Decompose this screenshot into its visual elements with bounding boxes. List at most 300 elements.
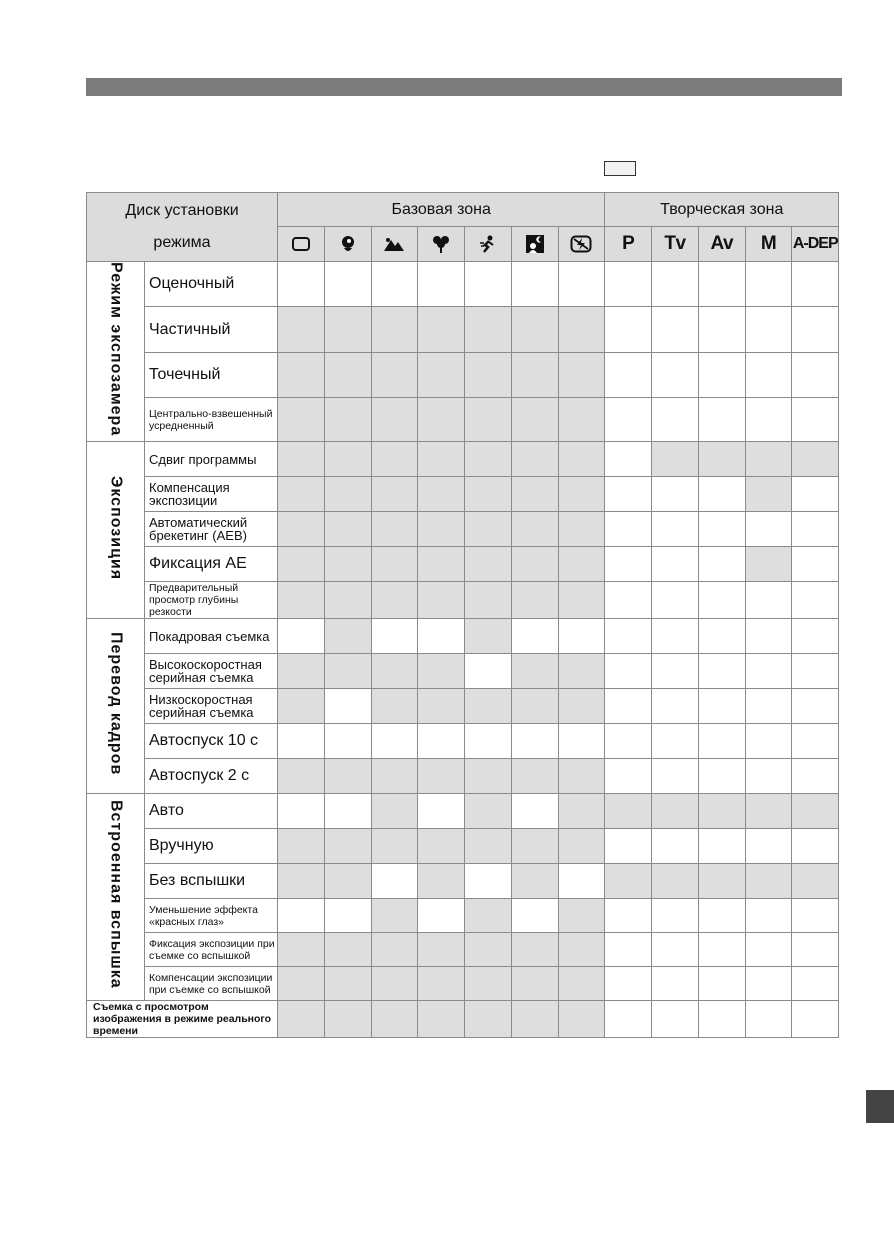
available-cell bbox=[698, 829, 745, 864]
shaded-cell bbox=[418, 864, 465, 899]
available-cell bbox=[792, 262, 839, 307]
group-label: Режим экспозамера bbox=[107, 262, 125, 437]
shaded-cell bbox=[278, 582, 325, 619]
available-cell bbox=[698, 654, 745, 689]
available-cell bbox=[371, 724, 418, 759]
shaded-cell bbox=[371, 829, 418, 864]
shaded-cell bbox=[558, 654, 605, 689]
row-label: Уменьшение эффекта «красных глаз» bbox=[149, 903, 258, 928]
row-label: Компенсация экспозиции bbox=[149, 480, 230, 509]
mode-dial-header-line1: Диск установки bbox=[125, 202, 239, 219]
available-cell bbox=[418, 899, 465, 933]
shaded-cell bbox=[418, 307, 465, 352]
available-cell bbox=[652, 262, 699, 307]
shaded-cell bbox=[371, 512, 418, 547]
available-cell bbox=[324, 794, 371, 829]
row-label: Частичный bbox=[149, 320, 231, 338]
row-label-cell bbox=[145, 262, 278, 307]
shaded-cell bbox=[511, 477, 558, 512]
shaded-cell bbox=[792, 442, 839, 477]
available-cell bbox=[652, 724, 699, 759]
table-row bbox=[87, 967, 839, 1001]
group-label: Перевод кадров bbox=[107, 632, 125, 776]
available-cell bbox=[605, 512, 652, 547]
creative-mode-label: A-DEP bbox=[792, 235, 838, 252]
available-cell bbox=[652, 689, 699, 724]
available-cell bbox=[698, 307, 745, 352]
row-label-cell bbox=[145, 829, 278, 864]
shaded-cell bbox=[465, 794, 512, 829]
shaded-cell bbox=[278, 442, 325, 477]
table-row bbox=[87, 547, 839, 582]
table-row bbox=[87, 899, 839, 933]
available-cell bbox=[652, 477, 699, 512]
shaded-cell bbox=[558, 512, 605, 547]
creative-zone-header: Творческая зона bbox=[605, 193, 839, 227]
available-cell bbox=[371, 619, 418, 654]
available-cell bbox=[745, 724, 792, 759]
shaded-cell bbox=[418, 759, 465, 794]
shaded-cell bbox=[558, 398, 605, 442]
available-cell bbox=[698, 477, 745, 512]
available-cell bbox=[605, 442, 652, 477]
basic-mode-header-2 bbox=[371, 227, 418, 262]
table-row bbox=[87, 512, 839, 547]
available-cell bbox=[792, 724, 839, 759]
available-cell bbox=[465, 262, 512, 307]
row-label-cell bbox=[145, 967, 278, 1001]
row-label-cell bbox=[145, 307, 278, 352]
available-cell bbox=[605, 619, 652, 654]
row-label-cell bbox=[145, 547, 278, 582]
shaded-cell bbox=[371, 759, 418, 794]
shaded-cell bbox=[278, 759, 325, 794]
available-cell bbox=[418, 724, 465, 759]
row-label-cell bbox=[145, 689, 278, 724]
creative-mode-header-1 bbox=[652, 227, 699, 262]
shaded-cell bbox=[558, 759, 605, 794]
table-row bbox=[87, 582, 839, 619]
shaded-cell bbox=[324, 967, 371, 1001]
available-cell bbox=[605, 477, 652, 512]
row-label: Автоматический брекетинг (AEB) bbox=[149, 515, 248, 544]
creative-mode-header-0 bbox=[605, 227, 652, 262]
table-row bbox=[87, 794, 839, 829]
creative-mode-label: Av bbox=[710, 233, 734, 254]
available-cell bbox=[698, 398, 745, 442]
group-label-cell bbox=[87, 619, 145, 794]
available-cell bbox=[698, 967, 745, 1001]
available-cell bbox=[652, 307, 699, 352]
shaded-cell bbox=[324, 512, 371, 547]
row-label: Точечный bbox=[149, 365, 221, 383]
shaded-cell bbox=[511, 442, 558, 477]
shaded-cell bbox=[745, 442, 792, 477]
shaded-cell bbox=[465, 899, 512, 933]
available-cell bbox=[745, 899, 792, 933]
row-label-cell bbox=[145, 654, 278, 689]
available-cell bbox=[605, 547, 652, 582]
available-cell bbox=[605, 654, 652, 689]
table-row bbox=[87, 442, 839, 477]
shaded-cell bbox=[418, 582, 465, 619]
shaded-cell bbox=[324, 933, 371, 967]
available-cell bbox=[652, 654, 699, 689]
row-label-cell bbox=[145, 933, 278, 967]
available-cell bbox=[418, 794, 465, 829]
shaded-cell bbox=[465, 352, 512, 397]
row-label: Покадровая съемка bbox=[149, 628, 270, 644]
basic-mode-header-1 bbox=[324, 227, 371, 262]
available-cell bbox=[745, 262, 792, 307]
available-cell bbox=[792, 933, 839, 967]
available-cell bbox=[652, 619, 699, 654]
shaded-cell bbox=[278, 689, 325, 724]
shaded-cell bbox=[418, 442, 465, 477]
full-auto-icon bbox=[291, 235, 311, 252]
shaded-cell bbox=[371, 442, 418, 477]
shaded-cell bbox=[745, 547, 792, 582]
shaded-cell bbox=[652, 442, 699, 477]
creative-mode-header-4 bbox=[792, 227, 839, 262]
available-cell bbox=[558, 619, 605, 654]
shaded-cell bbox=[605, 794, 652, 829]
available-cell bbox=[605, 933, 652, 967]
row-label-cell bbox=[145, 512, 278, 547]
section-header-bar bbox=[86, 78, 842, 96]
available-cell bbox=[792, 307, 839, 352]
row-label-cell bbox=[145, 352, 278, 397]
function-availability-table bbox=[86, 192, 839, 1038]
shaded-cell bbox=[371, 967, 418, 1001]
shaded-cell bbox=[511, 1001, 558, 1038]
row-label-cell bbox=[145, 864, 278, 899]
row-label: Автоспуск 10 с bbox=[149, 732, 259, 750]
shaded-cell bbox=[418, 829, 465, 864]
shaded-cell bbox=[511, 512, 558, 547]
available-cell bbox=[605, 582, 652, 619]
shaded-cell bbox=[371, 689, 418, 724]
shaded-cell bbox=[371, 352, 418, 397]
available-cell bbox=[465, 654, 512, 689]
table-row bbox=[87, 1001, 839, 1038]
available-cell bbox=[511, 899, 558, 933]
shaded-cell bbox=[558, 794, 605, 829]
shaded-cell bbox=[324, 398, 371, 442]
available-cell bbox=[792, 1001, 839, 1038]
shaded-cell bbox=[418, 352, 465, 397]
available-cell bbox=[558, 262, 605, 307]
available-cell bbox=[698, 547, 745, 582]
group-label: Экспозиция bbox=[107, 475, 125, 580]
available-cell bbox=[652, 967, 699, 1001]
group-label: Встроенная вспышка bbox=[107, 800, 125, 990]
shaded-cell bbox=[558, 442, 605, 477]
available-cell bbox=[605, 307, 652, 352]
shaded-cell bbox=[652, 794, 699, 829]
shaded-cell bbox=[558, 899, 605, 933]
shaded-cell bbox=[371, 307, 418, 352]
shaded-cell bbox=[418, 1001, 465, 1038]
basic-mode-header-0 bbox=[278, 227, 325, 262]
shaded-cell bbox=[371, 547, 418, 582]
available-cell bbox=[605, 967, 652, 1001]
shaded-cell bbox=[558, 307, 605, 352]
available-cell bbox=[278, 794, 325, 829]
available-cell bbox=[652, 933, 699, 967]
available-cell bbox=[605, 759, 652, 794]
shaded-cell bbox=[324, 547, 371, 582]
table-row bbox=[87, 864, 839, 899]
available-cell bbox=[418, 619, 465, 654]
shaded-cell bbox=[558, 1001, 605, 1038]
available-cell bbox=[605, 352, 652, 397]
shaded-cell bbox=[324, 477, 371, 512]
shaded-cell bbox=[465, 442, 512, 477]
shaded-cell bbox=[324, 654, 371, 689]
shaded-cell bbox=[558, 967, 605, 1001]
legend-box bbox=[604, 161, 636, 176]
shaded-cell bbox=[465, 689, 512, 724]
available-cell bbox=[745, 512, 792, 547]
shaded-cell bbox=[371, 1001, 418, 1038]
shaded-cell bbox=[511, 352, 558, 397]
table-row bbox=[87, 477, 839, 512]
available-cell bbox=[511, 724, 558, 759]
landscape-icon bbox=[383, 235, 405, 252]
table-row bbox=[87, 352, 839, 397]
mode-dial-header bbox=[87, 193, 278, 262]
row-label-cell bbox=[145, 619, 278, 654]
available-cell bbox=[605, 899, 652, 933]
available-cell bbox=[698, 933, 745, 967]
available-cell bbox=[745, 582, 792, 619]
shaded-cell bbox=[371, 899, 418, 933]
available-cell bbox=[698, 1001, 745, 1038]
sports-icon bbox=[478, 235, 498, 252]
row-label: Центрально-взвешенный усредненный bbox=[149, 407, 273, 432]
row-label: Компенсации экспозиции при съемке со вспышкой bbox=[149, 971, 273, 996]
creative-mode-label: P bbox=[622, 233, 635, 254]
shaded-cell bbox=[792, 864, 839, 899]
table-row bbox=[87, 829, 839, 864]
available-cell bbox=[605, 262, 652, 307]
available-cell bbox=[698, 724, 745, 759]
shaded-cell bbox=[418, 477, 465, 512]
shaded-cell bbox=[558, 829, 605, 864]
shaded-cell bbox=[418, 654, 465, 689]
shaded-cell bbox=[371, 398, 418, 442]
row-label: Низкоскоростная серийная съемка bbox=[149, 692, 254, 721]
night-portrait-icon bbox=[525, 235, 545, 252]
shaded-cell bbox=[698, 442, 745, 477]
shaded-cell bbox=[418, 689, 465, 724]
available-cell bbox=[745, 759, 792, 794]
available-cell bbox=[278, 724, 325, 759]
shaded-cell bbox=[278, 477, 325, 512]
shaded-cell bbox=[465, 1001, 512, 1038]
shaded-cell bbox=[278, 933, 325, 967]
shaded-cell bbox=[465, 398, 512, 442]
macro-icon bbox=[432, 235, 450, 252]
shaded-cell bbox=[558, 352, 605, 397]
table-row bbox=[87, 619, 839, 654]
shaded-cell bbox=[698, 794, 745, 829]
available-cell bbox=[652, 398, 699, 442]
available-cell bbox=[558, 724, 605, 759]
row-label-cell bbox=[145, 398, 278, 442]
available-cell bbox=[745, 689, 792, 724]
row-label: Высокоскоростная серийная съемка bbox=[149, 657, 262, 686]
shaded-cell bbox=[558, 547, 605, 582]
shaded-cell bbox=[278, 307, 325, 352]
available-cell bbox=[698, 759, 745, 794]
available-cell bbox=[792, 967, 839, 1001]
available-cell bbox=[698, 262, 745, 307]
row-label-cell bbox=[145, 759, 278, 794]
available-cell bbox=[652, 582, 699, 619]
available-cell bbox=[511, 619, 558, 654]
shaded-cell bbox=[511, 307, 558, 352]
available-cell bbox=[745, 619, 792, 654]
shaded-cell bbox=[324, 307, 371, 352]
table-row bbox=[87, 759, 839, 794]
shaded-cell bbox=[465, 759, 512, 794]
shaded-cell bbox=[511, 759, 558, 794]
available-cell bbox=[698, 582, 745, 619]
live-view-label: Съемка с просмотром изображения в режиме реального времени bbox=[93, 1001, 272, 1038]
live-view-label-cell bbox=[87, 1001, 278, 1038]
available-cell bbox=[792, 899, 839, 933]
group-label-cell bbox=[87, 442, 145, 619]
available-cell bbox=[605, 1001, 652, 1038]
available-cell bbox=[745, 352, 792, 397]
available-cell bbox=[792, 477, 839, 512]
available-cell bbox=[652, 512, 699, 547]
flash-off-icon bbox=[570, 235, 592, 252]
shaded-cell bbox=[371, 582, 418, 619]
row-label: Оценочный bbox=[149, 275, 235, 293]
shaded-cell bbox=[511, 689, 558, 724]
shaded-cell bbox=[511, 933, 558, 967]
available-cell bbox=[745, 398, 792, 442]
available-cell bbox=[698, 619, 745, 654]
shaded-cell bbox=[418, 547, 465, 582]
row-label: Автоспуск 2 с bbox=[149, 767, 250, 785]
table-row bbox=[87, 654, 839, 689]
chapter-tab bbox=[866, 1090, 894, 1123]
table-row bbox=[87, 398, 839, 442]
shaded-cell bbox=[418, 398, 465, 442]
shaded-cell bbox=[465, 547, 512, 582]
shaded-cell bbox=[278, 512, 325, 547]
basic-mode-header-4 bbox=[465, 227, 512, 262]
shaded-cell bbox=[511, 547, 558, 582]
available-cell bbox=[652, 759, 699, 794]
available-cell bbox=[792, 352, 839, 397]
shaded-cell bbox=[511, 967, 558, 1001]
creative-mode-label: M bbox=[760, 233, 777, 254]
shaded-cell bbox=[278, 547, 325, 582]
shaded-cell bbox=[745, 477, 792, 512]
row-label: Вручную bbox=[149, 837, 214, 855]
shaded-cell bbox=[324, 829, 371, 864]
available-cell bbox=[465, 724, 512, 759]
shaded-cell bbox=[792, 794, 839, 829]
row-label-cell bbox=[145, 477, 278, 512]
available-cell bbox=[371, 262, 418, 307]
basic-zone-header: Базовая зона bbox=[278, 193, 605, 227]
mode-dial-header-line2: режима bbox=[153, 234, 211, 251]
shaded-cell bbox=[465, 967, 512, 1001]
available-cell bbox=[465, 864, 512, 899]
available-cell bbox=[558, 864, 605, 899]
table-row bbox=[87, 262, 839, 307]
shaded-cell bbox=[371, 654, 418, 689]
shaded-cell bbox=[558, 477, 605, 512]
available-cell bbox=[278, 899, 325, 933]
shaded-cell bbox=[745, 794, 792, 829]
shaded-cell bbox=[558, 933, 605, 967]
shaded-cell bbox=[465, 307, 512, 352]
available-cell bbox=[792, 398, 839, 442]
shaded-cell bbox=[324, 352, 371, 397]
available-cell bbox=[652, 899, 699, 933]
available-cell bbox=[324, 899, 371, 933]
available-cell bbox=[792, 689, 839, 724]
group-label-cell bbox=[87, 262, 145, 442]
row-label-cell bbox=[145, 442, 278, 477]
available-cell bbox=[278, 262, 325, 307]
shaded-cell bbox=[465, 477, 512, 512]
available-cell bbox=[792, 654, 839, 689]
available-cell bbox=[605, 724, 652, 759]
group-label-cell bbox=[87, 794, 145, 1001]
table-row bbox=[87, 689, 839, 724]
available-cell bbox=[745, 307, 792, 352]
shaded-cell bbox=[652, 864, 699, 899]
shaded-cell bbox=[324, 864, 371, 899]
available-cell bbox=[652, 352, 699, 397]
shaded-cell bbox=[465, 512, 512, 547]
shaded-cell bbox=[511, 398, 558, 442]
shaded-cell bbox=[745, 864, 792, 899]
shaded-cell bbox=[324, 1001, 371, 1038]
shaded-cell bbox=[418, 967, 465, 1001]
available-cell bbox=[698, 512, 745, 547]
shaded-cell bbox=[324, 582, 371, 619]
shaded-cell bbox=[278, 967, 325, 1001]
shaded-cell bbox=[418, 512, 465, 547]
row-label-cell bbox=[145, 582, 278, 619]
row-label: Предварительный просмотр глубины резкости bbox=[149, 582, 239, 619]
creative-mode-header-3 bbox=[745, 227, 792, 262]
shaded-cell bbox=[558, 689, 605, 724]
available-cell bbox=[605, 398, 652, 442]
available-cell bbox=[792, 619, 839, 654]
row-label: Авто bbox=[149, 802, 184, 820]
shaded-cell bbox=[371, 477, 418, 512]
available-cell bbox=[745, 1001, 792, 1038]
row-label: Фиксация экспозиции при съемке со вспышкой bbox=[149, 937, 275, 962]
shaded-cell bbox=[465, 829, 512, 864]
shaded-cell bbox=[605, 864, 652, 899]
available-cell bbox=[652, 829, 699, 864]
available-cell bbox=[745, 933, 792, 967]
shaded-cell bbox=[511, 829, 558, 864]
available-cell bbox=[418, 262, 465, 307]
available-cell bbox=[792, 759, 839, 794]
